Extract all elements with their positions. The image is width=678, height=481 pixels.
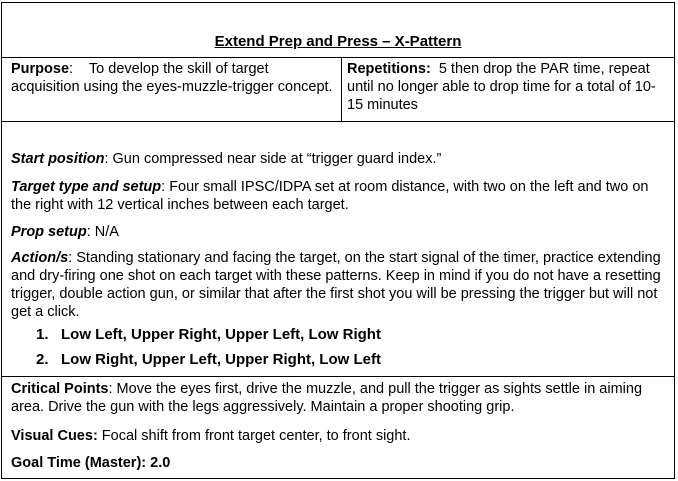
target-setup-text: : Four small IPSC/IDPA set at room distance, with two on the left and two on the right with 12 vertical inches between each target. — [11, 179, 649, 213]
start-position — [11, 150, 666, 168]
critical-points — [11, 380, 666, 416]
goal-time — [11, 454, 666, 472]
start-position-text: : Gun compressed near side at “trigger guard index.” — [104, 151, 442, 167]
purpose-text: To develop the skill of target acquisition using the eyes-muzzle-trigger concept. — [11, 61, 333, 95]
pattern-text: Low Left, Upper Right, Upper Left, Low Right — [61, 326, 381, 343]
divider-title — [2, 57, 674, 58]
goal-time-label: Goal Time (Master): 2.0 — [11, 455, 171, 471]
repetitions-text: 5 then drop the PAR time, repeat until no longer able to drop time for a total of 10-15 minutes — [347, 61, 656, 113]
target-setup-label: Target type and setup — [11, 179, 162, 195]
pattern-item — [36, 326, 381, 344]
divider-header — [2, 121, 674, 122]
prop-setup-label: Prop setup — [11, 224, 87, 240]
actions-text: : Standing stationary and facing the target, on the start signal of the timer, practice extending and dry-firing one shot on each target with these patterns. Keep in mind if you do not have a resetting trigger, double action gun, or similar that after the first shot you will be pressing the trigger but will not get a click. — [11, 250, 661, 320]
critical-points-label: Critical Points — [11, 381, 109, 397]
start-position-label: Start position — [11, 151, 105, 167]
repetitions-cell — [347, 60, 669, 114]
pattern-item — [36, 351, 381, 369]
prop-setup-text: : N/A — [86, 224, 119, 240]
visual-cues — [11, 427, 666, 445]
pattern-number: 1. — [36, 326, 49, 343]
drill-sheet — [1, 2, 675, 479]
drill-title: Extend Prep and Press – X-Pattern — [214, 33, 462, 50]
actions — [11, 249, 666, 321]
actions-label: Action/s — [11, 250, 69, 266]
prop-setup — [11, 223, 666, 241]
visual-cues-label: Visual Cues: — [11, 428, 98, 444]
repetitions-label: Repetitions: — [347, 61, 431, 77]
target-setup — [11, 178, 666, 214]
divider-column — [341, 57, 342, 121]
visual-cues-text: Focal shift from front target center, to front sight. — [97, 428, 411, 444]
divider-body — [2, 376, 674, 377]
purpose-cell: Purpose: To develop the skill of target acquisition using the eyes-muzzle-trigger concept. — [11, 61, 333, 95]
pattern-number: 2. — [36, 351, 49, 368]
critical-points-text: : Move the eyes first, drive the muzzle, and pull the trigger as sights settle in aiming area. Drive the gun with the legs aggressively. Maintain a proper shooting grip. — [11, 381, 643, 415]
pattern-text: Low Right, Upper Left, Upper Right, Low Left — [61, 351, 381, 368]
purpose-label: Purpose — [11, 61, 70, 77]
